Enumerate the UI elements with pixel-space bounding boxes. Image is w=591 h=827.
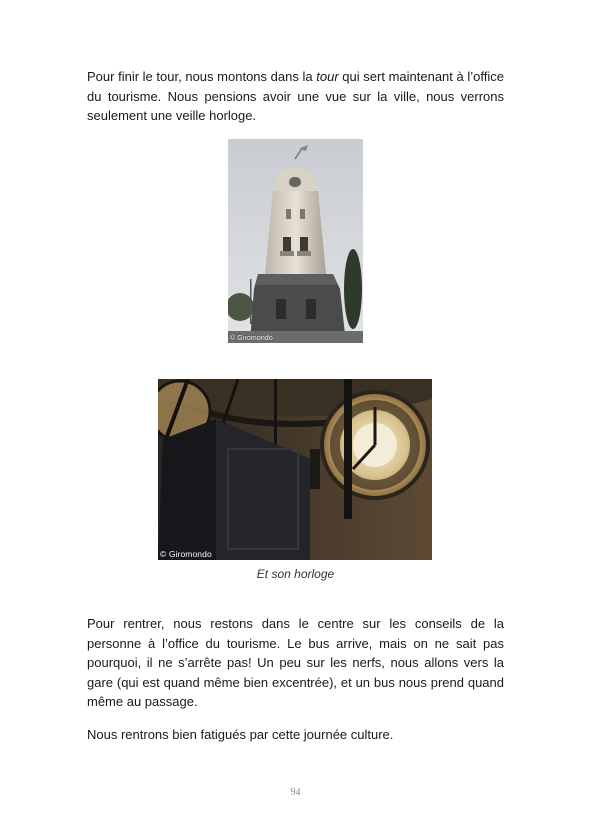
photo-credit: © Giromondo [160, 549, 212, 559]
paragraph-text: qui sert maintenant à l’office du tourisme. Nous pensions avoir une vue sur la ville, nous verrons seulement une veille horloge. [87, 69, 505, 123]
paragraph-closing: Nous rentrons bien fatigués par cette journée culture. [87, 727, 394, 742]
emphasis-tour: tour [316, 69, 339, 84]
paragraph-text: Pour finir le tour, nous montons dans la [87, 69, 317, 84]
clock-photo [158, 379, 432, 560]
paragraph-tower-visit [87, 67, 504, 126]
photo-credit: © Giromondo [230, 335, 273, 342]
clock-illustration [158, 379, 432, 560]
page-number: 94 [290, 787, 301, 798]
paragraph-return-trip: Pour rentrer, nous restons dans le centre sur les conseils de la personne à l’office du tourisme. Le bus arrive, mais on ne sait pas pourquoi, il ne s’arrête pas! Un peu sur les nerfs, nous allons vers la gare (qui est quand même bien excentrée), et un bus nous prend quand même au passage. [87, 616, 504, 709]
photo-caption: Et son horloge [256, 567, 335, 581]
tower-photo [228, 139, 363, 343]
tower-illustration [228, 139, 363, 343]
